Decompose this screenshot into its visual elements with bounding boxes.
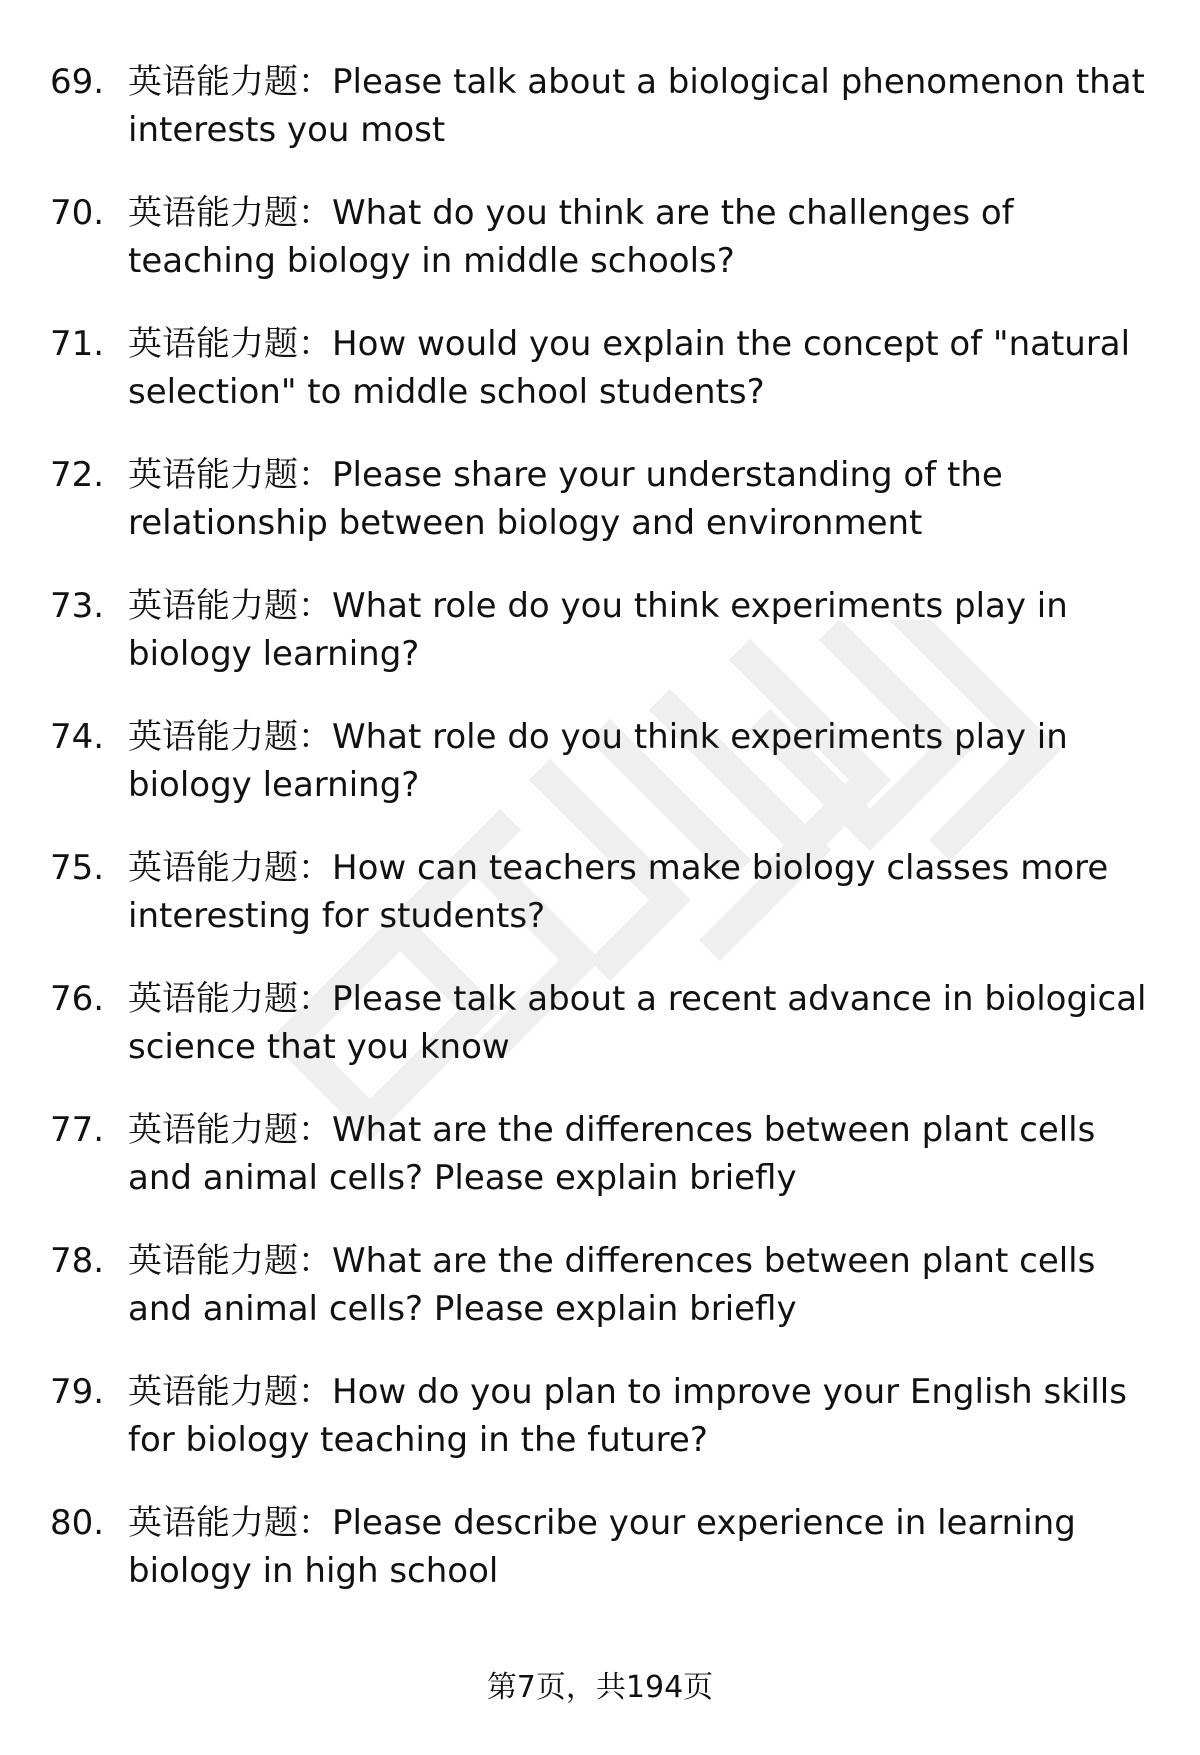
list-item <box>50 1499 1160 1630</box>
question-text <box>128 844 1160 940</box>
question-content: What are the differences between plant cells and animal cells? Please explain briefly <box>128 1110 1096 1198</box>
question-content: How do you plan to improve your English skills for biology teaching in the future? <box>128 1372 1127 1460</box>
question-content: Please share your understanding of the relationship between biology and environment <box>128 455 1003 543</box>
question-number: 70. <box>50 193 105 233</box>
question-number: 71. <box>50 324 105 364</box>
list-item <box>50 320 1160 451</box>
question-number: 72. <box>50 455 105 495</box>
question-content: Please talk about a recent advance in biological science that you know <box>128 979 1147 1067</box>
question-number: 78. <box>50 1241 105 1281</box>
question-prefix: 英语能力题： <box>128 193 332 233</box>
question-text <box>128 1368 1160 1464</box>
question-content: How can teachers make biology classes more interesting for students? <box>128 848 1109 936</box>
question-content: Please describe your experience in learning biology in high school <box>128 1503 1076 1591</box>
question-number: 80. <box>50 1503 105 1543</box>
question-content: What do you think are the challenges of teaching biology in middle schools? <box>128 193 1014 281</box>
question-content: What role do you think experiments play in biology learning? <box>128 717 1068 805</box>
question-list <box>50 58 1160 1630</box>
question-text <box>128 1106 1160 1202</box>
question-text <box>128 451 1160 547</box>
question-number: 74. <box>50 717 105 757</box>
question-prefix: 英语能力题： <box>128 717 332 757</box>
question-number: 75. <box>50 848 105 888</box>
question-text <box>128 58 1160 154</box>
question-content: How would you explain the concept of "natural selection" to middle school students? <box>128 324 1131 412</box>
list-item <box>50 451 1160 582</box>
question-prefix: 英语能力题： <box>128 979 332 1019</box>
page-number-label: 第7页，共194页 <box>486 1670 714 1705</box>
list-item <box>50 975 1160 1106</box>
question-number: 77. <box>50 1110 105 1150</box>
question-prefix: 英语能力题： <box>128 1110 332 1150</box>
question-content: Please talk about a biological phenomenon that interests you most <box>128 62 1145 150</box>
question-text <box>128 320 1160 416</box>
question-prefix: 英语能力题： <box>128 1241 332 1281</box>
question-text <box>128 189 1160 285</box>
question-number: 76. <box>50 979 105 1019</box>
question-prefix: 英语能力题： <box>128 62 332 102</box>
question-prefix: 英语能力题： <box>128 586 332 626</box>
question-content: What are the differences between plant cells and animal cells? Please explain briefly <box>128 1241 1096 1329</box>
question-text <box>128 975 1160 1071</box>
list-item <box>50 58 1160 189</box>
question-prefix: 英语能力题： <box>128 848 332 888</box>
question-number: 69. <box>50 62 105 102</box>
question-prefix: 英语能力题： <box>128 1503 332 1543</box>
list-item <box>50 844 1160 975</box>
question-prefix: 英语能力题： <box>128 1372 332 1412</box>
question-prefix: 英语能力题： <box>128 455 332 495</box>
list-item <box>50 582 1160 713</box>
question-text <box>128 582 1160 678</box>
question-text <box>128 713 1160 809</box>
question-text <box>128 1499 1160 1595</box>
list-item <box>50 189 1160 320</box>
question-number: 73. <box>50 586 105 626</box>
question-number: 79. <box>50 1372 105 1412</box>
question-prefix: 英语能力题： <box>128 324 332 364</box>
list-item <box>50 1106 1160 1237</box>
list-item <box>50 1237 1160 1368</box>
page-footer <box>0 1668 1200 1708</box>
question-text <box>128 1237 1160 1333</box>
list-item <box>50 713 1160 844</box>
list-item <box>50 1368 1160 1499</box>
question-content: What role do you think experiments play in biology learning? <box>128 586 1068 674</box>
